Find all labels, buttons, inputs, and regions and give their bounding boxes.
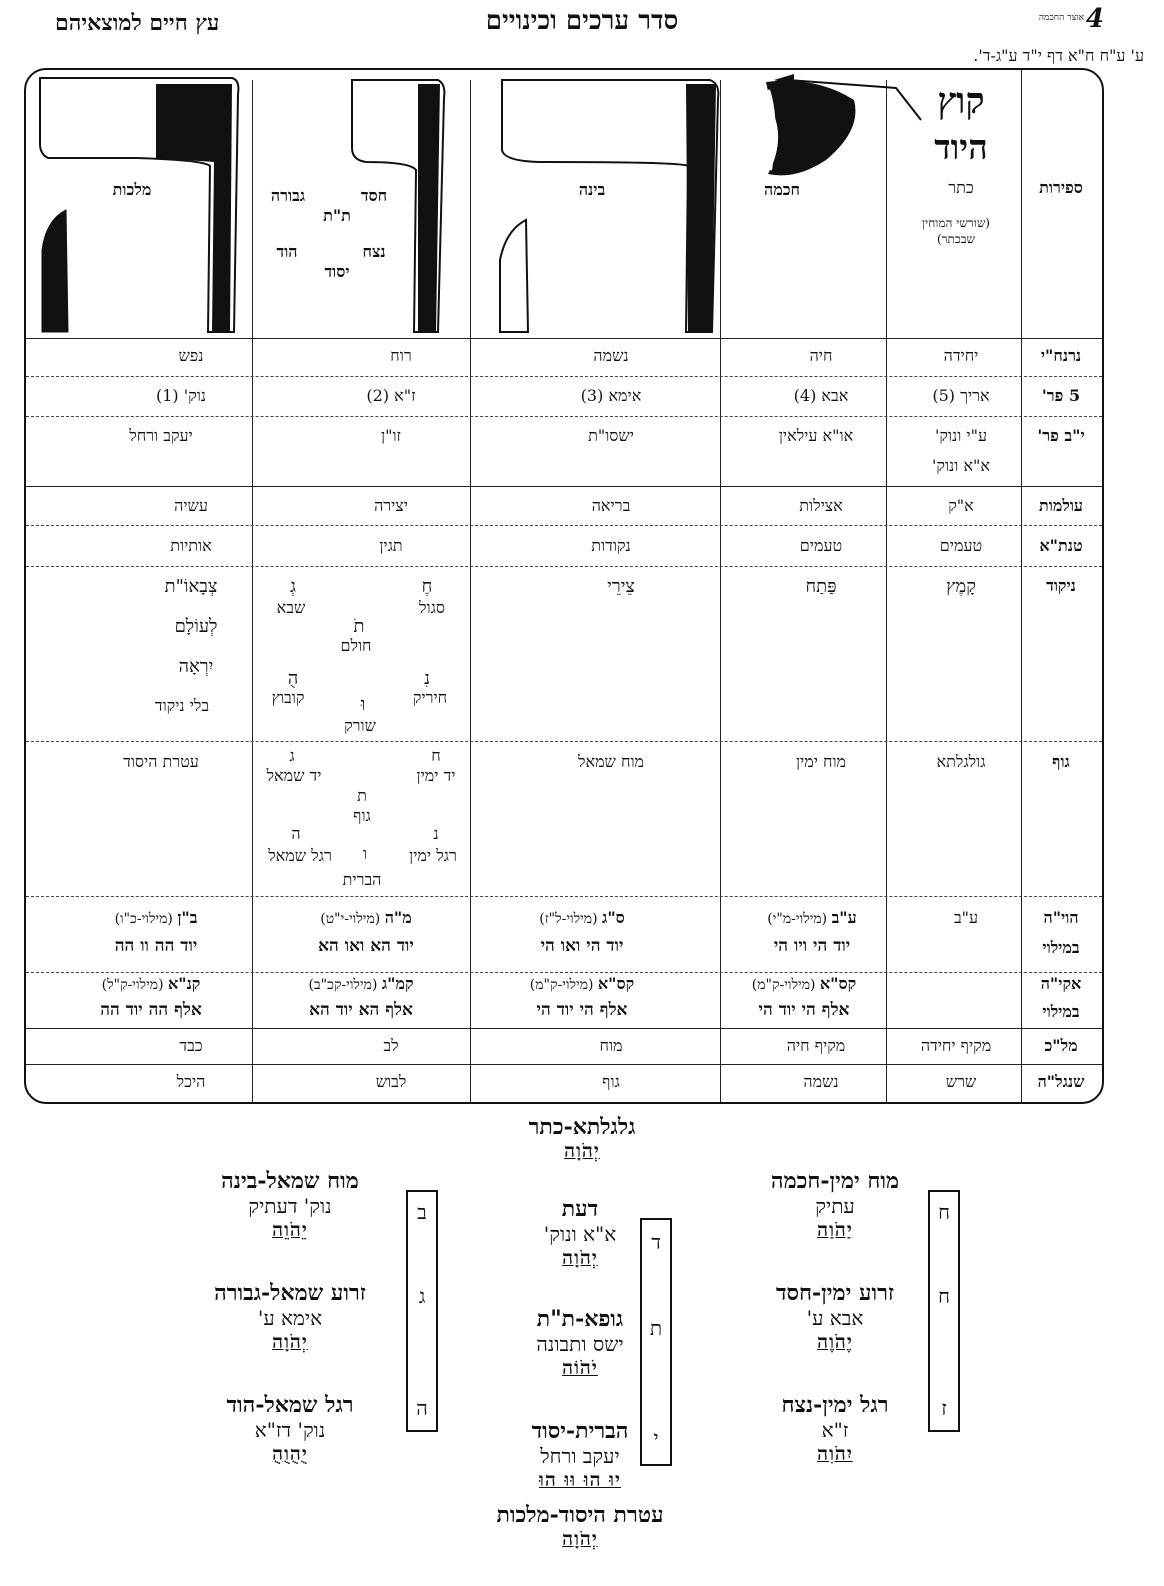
havaya-chochma-milui: (מילוי-מ"י): [767, 911, 828, 927]
diagram-bina-name: יֵהֹוֵה: [272, 1219, 308, 1241]
yod-letter-chochma: [766, 81, 855, 176]
diagram-daat-title: דעת: [561, 1196, 599, 1222]
havaya-bina-milui: (מילוי-ל"ז): [539, 911, 598, 927]
cell-aba-ima-ilain: או"א עילאין: [778, 426, 854, 445]
cell-nukva: נוק' (1): [155, 386, 207, 405]
nikud-tiferet: תֹ: [353, 616, 365, 637]
guf-regel-yamin: רגל ימין: [409, 846, 457, 865]
book-title: עץ חיים למוצאיהם: [55, 10, 220, 36]
havaya-za-full: יוד הא ואו הא: [318, 936, 414, 956]
ekyeh-chochma-milui: (מילוי-ק"מ): [751, 977, 816, 993]
diagram-gevura-sub: אימא ע': [257, 1306, 323, 1330]
diagram-chesed: [730, 1280, 940, 1354]
nikud-gevura: גְ: [290, 576, 296, 597]
row-label-olamot: עולמות: [1039, 496, 1083, 515]
publisher-mark: אוצר החכמה: [1038, 13, 1084, 23]
cell-ruach: רוח: [390, 346, 412, 365]
diagram-chochma-sub: עתיק: [815, 1194, 855, 1218]
sefira-chochma: חכמה: [764, 180, 800, 199]
letter-box-right: [928, 1190, 960, 1432]
diagram-netzach-sub: ז"א: [821, 1418, 849, 1442]
cell-tagin: תגין: [379, 536, 403, 555]
row-divider: [26, 525, 1102, 526]
diagram-chochma-name: יַהֹוַה: [817, 1219, 853, 1241]
box-letter: ב: [417, 1200, 427, 1224]
malach-keter: מקיף יחידה: [920, 1036, 992, 1055]
box-letter: ח: [938, 1284, 950, 1308]
diagram-chesed-sub: אבא ע': [806, 1306, 864, 1330]
ekyeh-bina-milui: (מילוי-ק"מ): [529, 977, 594, 993]
cell-patach: פַּתַח: [805, 576, 837, 597]
row-label-malach: מל"כ: [1044, 1036, 1078, 1055]
nikud-yesod: וּ: [360, 694, 366, 715]
havaya-malchut-milui: (מילוי-כ"ו): [114, 911, 173, 927]
cell-tzeirei: צֵירֵי: [607, 576, 635, 597]
guf-regel-smol: רגל שמאל: [268, 846, 332, 865]
nikud-segol: סגול: [419, 598, 445, 617]
sefira-chesed: חסד: [360, 186, 388, 205]
guf-gulgalta: גולגלתא: [936, 752, 986, 771]
cell-asiya: עשיה: [174, 496, 208, 515]
ekyeh-malchut-full: אלף הה יוד הה: [100, 1000, 202, 1020]
malach-malchut: כבד: [179, 1036, 203, 1055]
havaya-keter: ע"ב: [953, 908, 979, 927]
shanagla-chochma: נשמה: [803, 1072, 839, 1091]
vav-letter-zeir-anpin: [352, 80, 444, 332]
row-label-5-partzufim: 5 פר': [1041, 386, 1081, 405]
diagram-daat-sub: א"א ונוק': [543, 1222, 617, 1246]
cell-nefesh: נפש: [178, 346, 204, 365]
diagram-gevura-title: זרוע שמאל-גבורה: [214, 1280, 366, 1306]
havaya-chochma: [742, 908, 882, 928]
shanagla-za: לבוש: [375, 1072, 407, 1091]
ekyeh-bina: [502, 974, 662, 994]
diagram-tiferet-name: יֹהֹוֹה: [562, 1357, 598, 1379]
box-letter: ת: [649, 1316, 663, 1340]
source-reference: ע' ע"ח ח"א דף י"ד ע"ג-ד'.: [973, 46, 1144, 65]
diagram-netzach-name: יִהֹוִה: [817, 1443, 853, 1465]
keter-note-2: שבכתר): [936, 232, 976, 246]
cell-za: ז"א (2): [366, 386, 416, 405]
row-label-ekyeh-bemilui: במילוי: [1042, 1002, 1080, 1021]
diagram-yesod-name: יוּ הוּ וּוּ הוּ: [539, 1469, 621, 1491]
diagram-daat-name: יְהֹוָה: [562, 1247, 598, 1269]
diagram-keter-name: יְהֹוָה: [564, 1140, 600, 1162]
cell-teamim-keter: טעמים: [939, 536, 983, 555]
havaya-bina-gematria: ס"ג: [602, 908, 625, 927]
sefira-netzach: נצח: [362, 242, 386, 261]
diagram-hod-title: רגל שמאל-הוד: [226, 1392, 354, 1418]
row-label-nikud: ניקוד: [1046, 576, 1076, 595]
letter-box-center: [640, 1218, 672, 1466]
guf-brit: הברית: [342, 870, 382, 889]
diagram-keter-title: גלגלתא-כתר: [528, 1114, 636, 1140]
cell-ima: אימא (3): [580, 386, 642, 405]
sefira-bina: בינה: [578, 180, 606, 199]
havaya-chochma-gematria: ע"ב: [831, 908, 857, 927]
row-divider: [26, 338, 1102, 339]
malach-chochma: מקיף חיה: [786, 1036, 846, 1055]
diagram-tiferet-title: גופא-ת"ת: [536, 1306, 624, 1332]
box-letter: ג: [418, 1284, 426, 1308]
diagram-chochma: [730, 1168, 940, 1242]
diagram-yesod-sub: יעקב ורחל: [540, 1444, 620, 1468]
nikud-cholam: חולם: [340, 636, 372, 655]
diagram-malchut-title: עטרת היסוד-מלכות: [496, 1502, 664, 1528]
nikud-malchut-1: צְבָאוֹ"ת: [164, 576, 218, 597]
ekyeh-bina-full: אלף הי יוד הי: [536, 1000, 628, 1020]
cell-ak: א"ק: [948, 496, 974, 515]
shanagla-bina: גוף: [602, 1072, 620, 1091]
row-divider: [26, 741, 1102, 742]
cell-aa-nukva: א"א ונוק': [932, 456, 990, 475]
heh-letter-malchut: [40, 78, 238, 332]
ekyeh-chochma-full: אלף הי יוד הי: [758, 1000, 850, 1020]
nikud-netzach: נִ: [424, 668, 430, 689]
nikud-shuruk: שורק: [344, 716, 376, 735]
row-divider: [26, 1028, 1102, 1029]
diagram-bina: [180, 1168, 400, 1242]
cell-yaakov-rachel: יעקב ורחל: [129, 426, 193, 445]
sefira-malchut: מלכות: [112, 180, 152, 199]
row-label-guf: גוף: [1052, 752, 1070, 771]
diagram-malchut-name: יְהֹוָה: [562, 1528, 598, 1550]
cell-kamatz: קָמֶץ: [946, 576, 976, 597]
box-letter: ח: [938, 1200, 950, 1224]
nikud-malchut-4: בלי ניקוד: [154, 696, 210, 715]
row-divider: [26, 1064, 1102, 1065]
page-number: 4: [1085, 4, 1104, 34]
ekyeh-malchut-gematria: קנ"א: [167, 974, 201, 993]
sefira-yesod: יסוד: [324, 262, 350, 281]
row-label-shanagla: שנגל"ה: [1037, 1072, 1085, 1091]
havaya-malchut: [66, 908, 246, 928]
cell-zon: זו"ן: [381, 426, 401, 445]
guf-body: גוף: [353, 806, 371, 825]
guf-h: ה: [291, 824, 301, 843]
ekyeh-malchut-milui: (מילוי-ק"ל): [101, 977, 164, 993]
malach-bina: מוח: [599, 1036, 623, 1055]
kotz-label-2: היוד: [934, 128, 988, 168]
nikud-chesed: חֶ: [421, 576, 433, 597]
row-label-ekyeh: אקי"ה: [1040, 974, 1082, 993]
row-label-bemilui: במילוי: [1042, 938, 1080, 957]
box-letter: ד: [651, 1230, 661, 1254]
row-divider: [26, 486, 1102, 487]
row-divider: [26, 972, 1102, 973]
diagram-bina-sub: נוק' דעתיק: [248, 1194, 332, 1218]
ekyeh-malchut: [56, 974, 246, 994]
cell-atik-nukva: ע"י ונוק': [934, 426, 988, 445]
diagram-keter: [432, 1114, 732, 1163]
shanagla-keter: שרש: [945, 1072, 977, 1091]
ekyeh-bina-gematria: קס"א: [597, 974, 635, 993]
ekyeh-chochma-gematria: קס"א: [819, 974, 857, 993]
cell-teamim: טעמים: [799, 536, 843, 555]
nikud-malchut-3: יִרְאָה: [178, 656, 214, 677]
cell-aba: אבא (4): [793, 386, 849, 405]
cell-chaya: חיה: [809, 346, 833, 365]
diagram-netzach-title: רגל ימין-נצח: [781, 1392, 889, 1418]
nikud-chirik: חיריק: [412, 688, 448, 707]
cell-neshama: נשמה: [593, 346, 629, 365]
shanagla-malchut: היכל: [176, 1072, 206, 1091]
guf-t: ת: [357, 786, 367, 805]
diagram-bina-title: מוח שמאל-בינה: [221, 1168, 359, 1194]
cell-arich: אריך (5): [932, 386, 990, 405]
keter-note: (שורשי המוחין: [922, 216, 990, 230]
cell-yisut: ישסו"ת: [588, 426, 634, 445]
diagram-chochma-title: מוח ימין-חכמה: [770, 1168, 900, 1194]
row-label-naranchai: נרנח"י: [1040, 346, 1082, 365]
row-label-12-partzufim: י"ב פר': [1037, 426, 1085, 445]
cell-nekudot: נקודות: [591, 536, 631, 555]
guf-moach-yamin: מוח ימין: [795, 752, 847, 771]
cell-yetzira: יצירה: [374, 496, 408, 515]
sefirot-table: [24, 68, 1104, 1104]
diagram-hod-name: יֻהֻוֻהֻ: [272, 1443, 308, 1465]
cell-atzilut: אצילות: [799, 496, 843, 515]
ekyeh-za-gematria: קמ"ג: [381, 974, 414, 993]
diagram-gevura: [180, 1280, 400, 1354]
row-divider: [26, 896, 1102, 897]
guf-n: נ: [433, 824, 439, 843]
row-divider: [26, 416, 1102, 417]
havaya-za-gematria: מ"ה: [384, 908, 412, 927]
ekyeh-chochma: [726, 974, 882, 994]
cell-yechida: יחידה: [943, 346, 979, 365]
ekyeh-za-full: אלף הא יוד הא: [309, 1000, 413, 1020]
guf-v: ו: [362, 844, 368, 863]
row-divider: [26, 376, 1102, 377]
sefira-keter: כתר: [948, 178, 974, 197]
cell-otiyot: אותיות: [170, 536, 212, 555]
diagram-malchut: [400, 1502, 760, 1551]
letter-box-left: [406, 1190, 438, 1432]
guf-g: ג: [289, 746, 295, 765]
diagram-hod: [180, 1392, 400, 1466]
nikud-hod: הֻ: [287, 668, 299, 689]
havaya-za: [276, 908, 456, 928]
nikud-shva: שבא: [276, 598, 306, 617]
row-divider: [26, 566, 1102, 567]
guf-yad-smol: יד שמאל: [266, 766, 322, 785]
havaya-bina-full: יוד הי ואו הי: [540, 936, 624, 956]
ekyeh-za: [266, 974, 456, 994]
row-label-tanta: טנת"א: [1039, 536, 1083, 555]
nikud-malchut-2: לְעוֹלָם: [174, 616, 218, 637]
sefira-hod: הוד: [276, 242, 298, 261]
row-label-sefirot: ספירות: [1039, 178, 1083, 197]
malach-za: לב: [383, 1036, 399, 1055]
page-title: סדר ערכים וכינויים: [485, 6, 679, 36]
guf-ateret-yesod: עטרת היסוד: [123, 752, 199, 771]
ekyeh-za-milui: (מילוי-קכ"ב): [308, 977, 378, 993]
nikud-kubutz: קובוץ: [271, 688, 305, 707]
cell-beria: בריאה: [591, 496, 631, 515]
diagram-chesed-name: יֶהֹוֶה: [817, 1331, 853, 1353]
guf-ch: ח: [431, 746, 441, 765]
diagram-tiferet-sub: ישס ותבונה: [536, 1332, 624, 1356]
havaya-chochma-full: יוד הי ויו הי: [773, 936, 851, 956]
diagram-gevura-name: יְהֹוָה: [272, 1331, 308, 1353]
sefira-tiferet: ת"ת: [323, 206, 351, 225]
kotz-label: קוץ: [937, 80, 985, 122]
box-letter: י: [653, 1426, 659, 1450]
diagram-yesod-title: הברית-יסוד: [531, 1418, 629, 1444]
havaya-malchut-gematria: ב"ן: [177, 908, 198, 927]
box-letter: ה: [416, 1396, 428, 1420]
diagram-hod-sub: נוק' דז"א: [254, 1418, 326, 1442]
havaya-malchut-full: יוד הה וו הה: [114, 936, 198, 956]
guf-yad-yamin: יד ימין: [416, 766, 456, 785]
diagram-netzach: [730, 1392, 940, 1466]
box-letter: ז: [941, 1396, 947, 1420]
guf-moach-smol: מוח שמאל: [577, 752, 645, 771]
diagram-chesed-title: זרוע ימין-חסד: [775, 1280, 895, 1306]
havaya-bina: [502, 908, 662, 928]
row-label-havaya: הוי"ה: [1043, 908, 1079, 927]
heh-letter-bina: [500, 80, 718, 332]
sefira-gevura: גבורה: [270, 186, 306, 205]
havaya-za-milui: (מילוי-י"ט): [320, 911, 381, 927]
